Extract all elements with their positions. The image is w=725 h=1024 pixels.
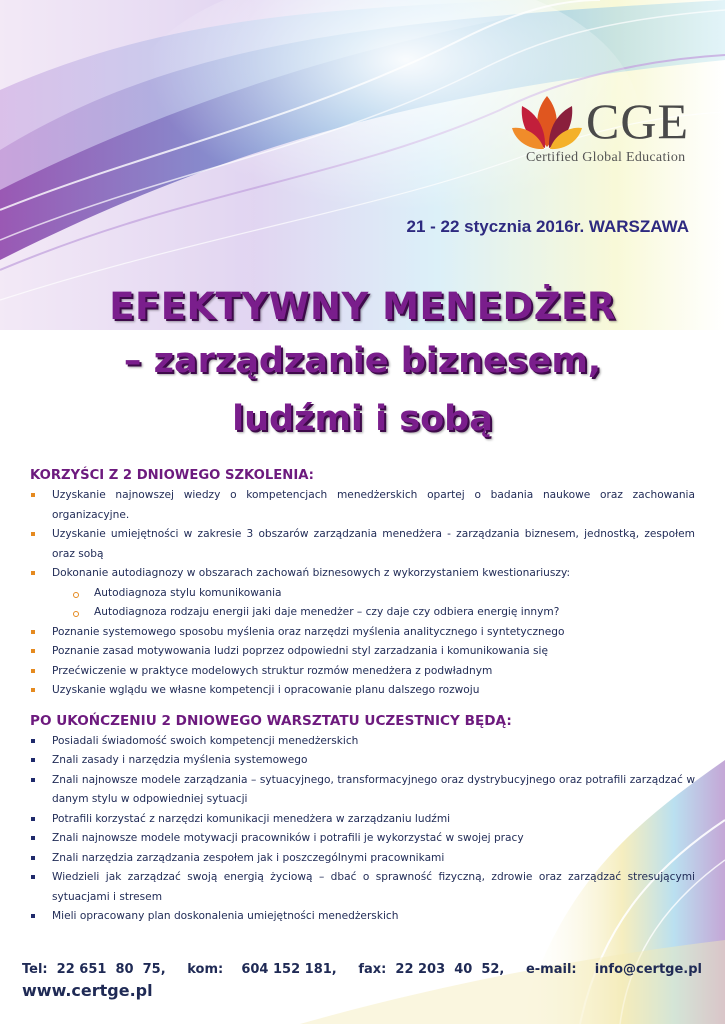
- list-item: Potrafili korzystać z narzędzi komunikacji menedżera w zarządzaniu ludźmi: [30, 810, 695, 830]
- bullet-square-icon: [31, 836, 35, 840]
- logo-tagline: Certified Global Education: [526, 150, 686, 165]
- bullet-square-icon: [31, 914, 35, 918]
- page-title: [0, 282, 725, 448]
- list-item: Uzyskanie najnowszej wiedzy o kompetencjach menedżerskich opartej o badania naukowe oraz zachowania organizacyjne.: [30, 486, 695, 525]
- contact-tel: Tel: 22 651 80 75,: [22, 962, 166, 977]
- list-item: Mieli opracowany plan doskonalenia umiejętności menedżerskich: [30, 907, 695, 927]
- bullet-square-icon: [31, 532, 35, 536]
- contact-footer: [22, 962, 702, 1000]
- list-item: Posiadali świadomość swoich kompetencji menedżerskich: [30, 732, 695, 752]
- bullet-square-icon: [31, 649, 35, 653]
- benefits-list: [30, 486, 695, 584]
- bullet-square-icon: [31, 778, 35, 782]
- list-item: Poznanie zasad motywowania ludzi poprzez odpowiedni styl zarzadzania i komunikowania się: [30, 642, 695, 662]
- title-line-1: EFEKTYWNY MENEDŻER: [109, 285, 616, 328]
- list-item: Dokonanie autodiagnozy w obszarach zachowań biznesowych z wykorzystaniem kwestionariuszy:: [30, 564, 695, 584]
- contact-mobile: kom: 604 152 181,: [187, 962, 337, 977]
- website-url: www.certge.pl: [22, 981, 153, 1000]
- list-item: Uzyskanie umiejętności w zakresie 3 obszarów zarządzania menedżera - zarządzania biznesem, jednostką, zespołem oraz sobą: [30, 525, 695, 564]
- list-item: Poznanie systemowego sposobu myślenia oraz narzędzi myślenia analitycznego i syntetycznego: [30, 623, 695, 643]
- contact-email: e-mail: info@certge.pl: [525, 962, 702, 977]
- bullet-square-icon: [31, 817, 35, 821]
- event-date-location: 21 - 22 stycznia 2016r. WARSZAWA: [406, 217, 689, 236]
- main-content: [30, 468, 695, 927]
- list-item: Uzyskanie wglądu we własne kompetencji i opracowanie planu dalszego rozwoju: [30, 681, 695, 701]
- outcomes-list: [30, 732, 695, 927]
- bullet-square-icon: [31, 493, 35, 497]
- list-item: Znali zasady i narzędzia myślenia systemowego: [30, 751, 695, 771]
- bullet-square-icon: [31, 739, 35, 743]
- benefits-sublist: [30, 584, 695, 623]
- bullet-circle-icon: [73, 611, 79, 617]
- contact-row: [22, 962, 702, 977]
- benefits-heading: KORZYŚCI Z 2 DNIOWEGO SZKOLENIA:: [30, 468, 314, 483]
- cge-logo: [512, 92, 702, 172]
- bullet-square-icon: [31, 758, 35, 762]
- list-item: Autodiagnoza rodzaju energii jaki daje menedżer – czy daje czy odbiera energię innym?: [30, 603, 695, 623]
- lotus-flower-icon: [512, 92, 582, 152]
- bullet-circle-icon: [73, 592, 79, 598]
- list-item: Wiedzieli jak zarządzać swoją energią życiową – dbać o sprawność fizyczną, zdrowie oraz zarządzać stresującymi sytuacjami i stresem: [30, 868, 695, 907]
- list-item: Znali narzędzia zarządzania zespołem jak i poszczególnymi pracownikami: [30, 849, 695, 869]
- title-line-3: ludźmi i sobą: [232, 399, 493, 439]
- bullet-square-icon: [31, 630, 35, 634]
- list-item: Autodiagnoza stylu komunikowania: [30, 584, 695, 604]
- list-item: Przećwiczenie w praktyce modelowych struktur rozmów menedżera z podwładnym: [30, 662, 695, 682]
- bullet-square-icon: [31, 571, 35, 575]
- outcomes-heading: PO UKOŃCZENIU 2 DNIOWEGO WARSZTATU UCZESTNICY BĘDĄ:: [30, 712, 512, 729]
- logo-wordmark: CGE: [586, 93, 689, 149]
- bullet-square-icon: [31, 875, 35, 879]
- bullet-square-icon: [31, 688, 35, 692]
- bullet-square-icon: [31, 669, 35, 673]
- contact-fax: fax: 22 203 40 52,: [358, 962, 505, 977]
- benefits-list-continued: [30, 623, 695, 701]
- title-line-2: – zarządzanie biznesem,: [123, 341, 602, 381]
- list-item: Znali najnowsze modele motywacji pracowników i potrafili je wykorzystać w swojej pracy: [30, 829, 695, 849]
- bullet-square-icon: [31, 856, 35, 860]
- list-item: Znali najnowsze modele zarządzania – sytuacyjnego, transformacyjnego oraz dystrybucyjnego oraz potrafili zarządzać w danym stylu w odpowiedniej sytuacji: [30, 771, 695, 810]
